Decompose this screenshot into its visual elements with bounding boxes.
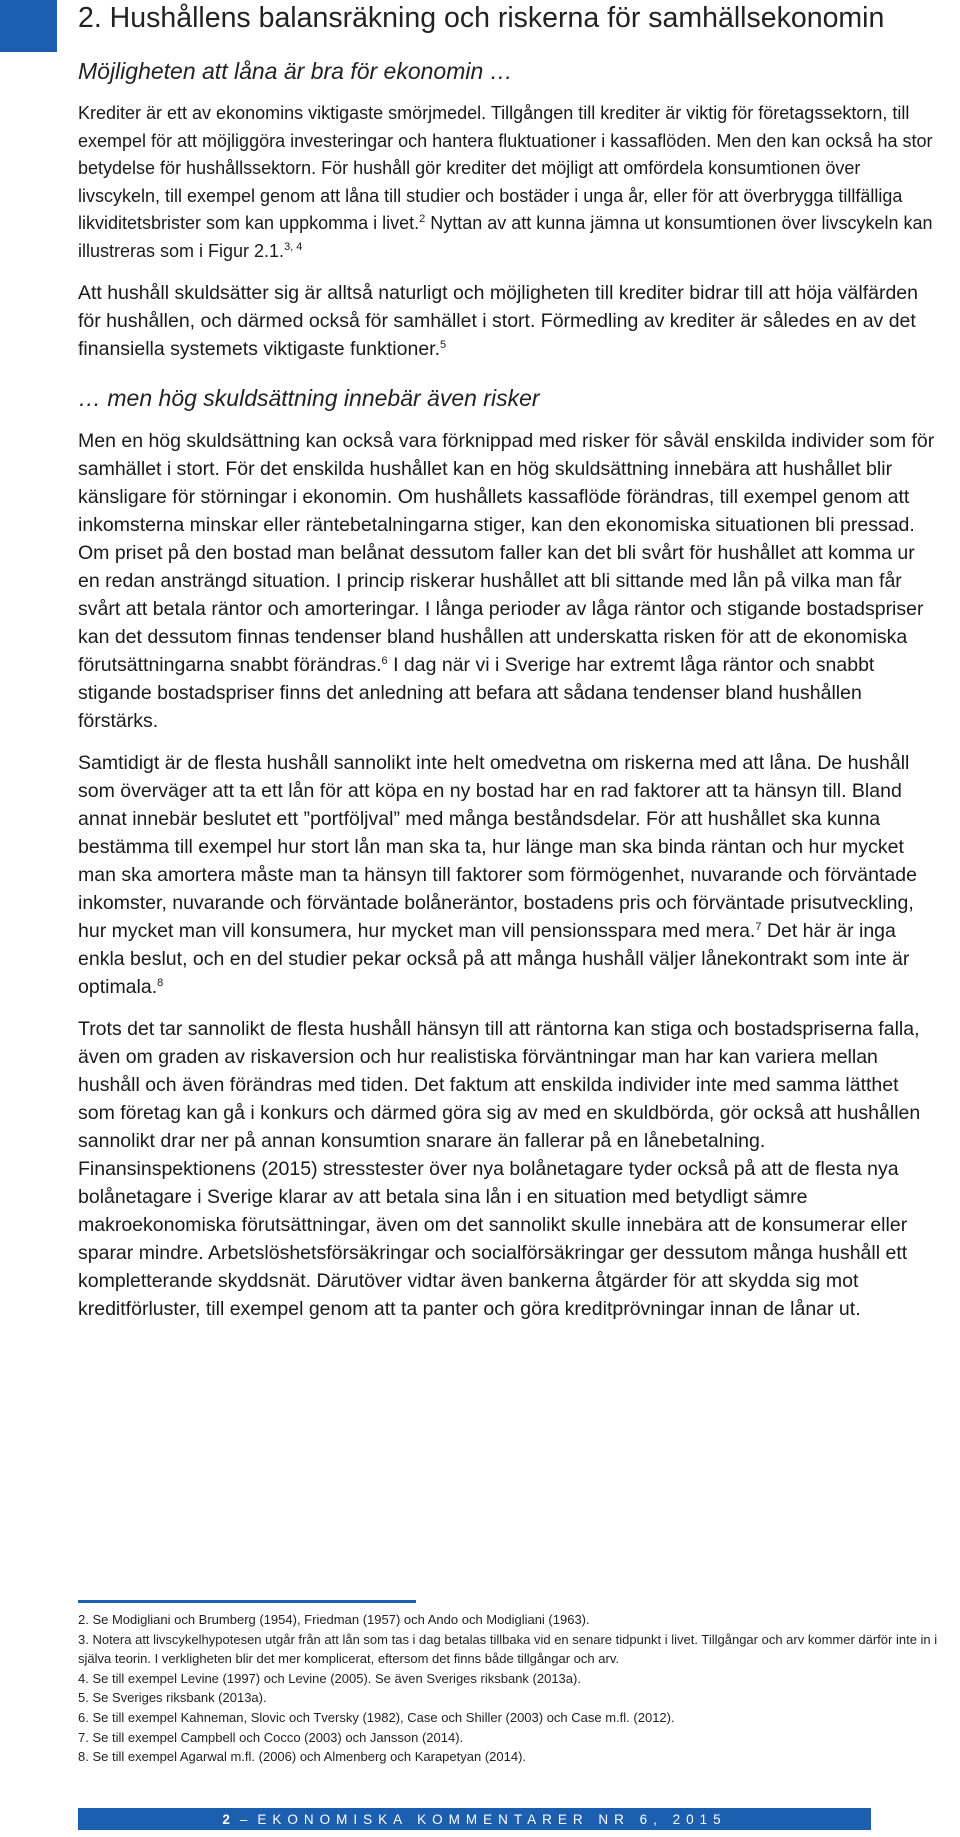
paragraph-text: Samtidigt är de flesta hushåll sannolikt inte helt omedvetna om riskerna med att låna. De hushåll som överväger att ta ett lån för att köpa en ny bostad har en rad faktorer att ta hänsyn till. Bland annat innebär beslutet ett ”portföljval” med många beståndsdelar. För att hushållet ska kunna bestämma till exempel hur stort lån man ska ta, hur länge man ska binda räntan och hur mycket man ska amortera måste man ta hänsyn till faktorer som förmögenhet, nuvarande och förväntade inkomster, nuvarande och förväntade bolåneräntor, bostadens pris och förväntade prisutveckling, hur mycket man vill konsumera, hur mycket man vill pensionsspara med mera. xyxy=(78,752,917,942)
footer-separator: – xyxy=(239,1811,254,1827)
paragraph-1 xyxy=(78,100,936,265)
page-footer xyxy=(78,1808,871,1830)
footnote: 2. Se Modigliani och Brumberg (1954), Friedman (1957) och Ando och Modigliani (1963). xyxy=(78,1612,590,1627)
paragraph-3 xyxy=(78,427,936,735)
footnote: 5. Se Sveriges riksbank (2013a). xyxy=(78,1690,267,1706)
paragraph-5: Trots det tar sannolikt de flesta hushåll hänsyn till att räntorna kan stiga och bostadspriserna falla, även om graden av riskaversion och hur realistiska förväntningar man har kan variera mellan hushåll och även förändras med tiden. Det faktum att enskilda individer inte med samma lätthet som företag kan gå i konkurs och därmed göra sig av med en skuldbörda, gör också att hushållen sannolikt drar ner på annan konsumtion snarare än fallerar på en lånebetalning. Finansinspektionens (2015) stresstester över nya bolånetagare tyder också på att de flesta nya bolånetagare i Sverige klarar av att betala sina lån i en situation med betydligt sämre makroekonomiska förutsättningar, även om det sannolikt skulle innebära att de konsumerar eller sparar mindre. Arbetslöshetsförsäkringar och socialförsäkringar ger dessutom många hushåll ett kompletterande skyddsnät. Därutöver vidtar även bankerna åtgärder för att skydda sig mot kreditförluster, till exempel genom att ta panter och göra kreditprövningar innan de lånar ut. xyxy=(78,1018,921,1320)
main-content xyxy=(78,56,936,1337)
section-heading-1: Möjligheten att låna är bra för ekonomin … xyxy=(78,58,513,84)
footnote: 7. Se till exempel Campbell och Cocco (2003) och Jansson (2014). xyxy=(78,1729,464,1745)
footnotes xyxy=(78,1610,938,1767)
footnote-ref: 7 xyxy=(755,921,762,933)
footnote-divider xyxy=(78,1600,416,1603)
chapter-marker-square xyxy=(0,0,57,52)
footnote: 4. Se till exempel Levine (1997) och Levine (2005). Se även Sveriges riksbank (2013a). xyxy=(78,1670,581,1686)
footnote-ref: 8 xyxy=(157,977,164,989)
footnote-ref: 6 xyxy=(381,655,388,667)
paragraph-text: Krediter är ett av ekonomins viktigaste smörjmedel. Tillgången till krediter är viktig för företagssektorn, till exempel för att möjliggöra investeringar och hantera fluktuationer i kassaflöden. Men den kan också ha stor betydelse för hushållssektorn. För hushåll gör krediter det möjligt att omfördela konsumtionen över livscykeln, till exempel genom att låna till studier och bostäder i unga år, eller för att överbrygga tillfälliga likviditetsbrister som kan uppkomma i livet. xyxy=(78,103,933,233)
chapter-title: 2. Hushållens balansräkning och riskerna för samhällsekonomin xyxy=(78,2,885,34)
footnote-ref: 2 xyxy=(419,213,426,225)
footnote-ref: 5 xyxy=(440,339,447,351)
paragraph-4 xyxy=(78,749,936,1001)
footnote-ref: 3, 4 xyxy=(284,240,303,253)
paragraph-text: Men en hög skuldsättning kan också vara förknippad med risker för såväl enskilda individer som för samhället i stort. För det enskilda hushållet kan en hög skuldsättning innebära att hushållet blir känsligare för störningar i ekonomin. Om hushållets kassaflöde förändras, till exempel genom att inkomsterna minskar eller räntebetalningarna stiger, kan den ekonomiska situationen bli pressad. Om priset på den bostad man belånat dessutom faller kan det bli svårt för hushållet att komma ur en redan ansträngd situation. I princip riskerar hushållet att bli sittande med lån på vilka man får svårt att betala räntor och amorteringar. I långa perioder av låga räntor och stigande bostadspriser kan det dessutom finnas tendenser bland hushållen att underskatta risken för att de ekonomiska förutsättningarna snabbt förändras. xyxy=(78,430,935,676)
footnote: 3. Notera att livscykelhypotesen utgår från att lån som tas i dag betalas tillbaka vid en senare tidpunkt i livet. Tillgångar och arv kommer därför inte in i själva teorin. I verkligheten blir det mer komplicerat, eftersom det finns både tillgångar och arv. xyxy=(78,1631,938,1667)
publication-name: EKONOMISKA KOMMENTARER NR 6, 2015 xyxy=(257,1811,727,1827)
paragraph-text: I dag när vi i Sverige har extremt låga räntor och snabbt stigande bostadspriser finns det anledning att befara att sådana tendenser bland hushållen förstärks. xyxy=(78,654,875,732)
section-heading-2: … men hög skuldsättning innebär även risker xyxy=(78,385,540,411)
footnote: 6. Se till exempel Kahneman, Slovic och Tversky (1982), Case och Shiller (2003) och Case m.fl. (2012). xyxy=(78,1709,675,1725)
footnote: 8. Se till exempel Agarwal m.fl. (2006) och Almenberg och Karapetyan (2014). xyxy=(78,1749,527,1765)
paragraph-text: Nyttan av att kunna jämna ut konsumtionen över livscykeln kan illustreras som i Figur 2.1. xyxy=(78,213,933,261)
paragraph-text: Det här är inga enkla beslut, och en del studier pekar också på att många hushåll väljer lånekontrakt som inte är optimala. xyxy=(78,920,910,998)
paragraph-text: Att hushåll skuldsätter sig är alltså naturligt och möjligheten till krediter bidrar till att höja välfärden för hushållen, och därmed också för samhället i stort. Förmedling av krediter är således en av det finansiella systemets viktigaste funktioner. xyxy=(78,282,918,360)
paragraph-2 xyxy=(78,279,936,363)
page-number: 2 xyxy=(222,1811,236,1827)
